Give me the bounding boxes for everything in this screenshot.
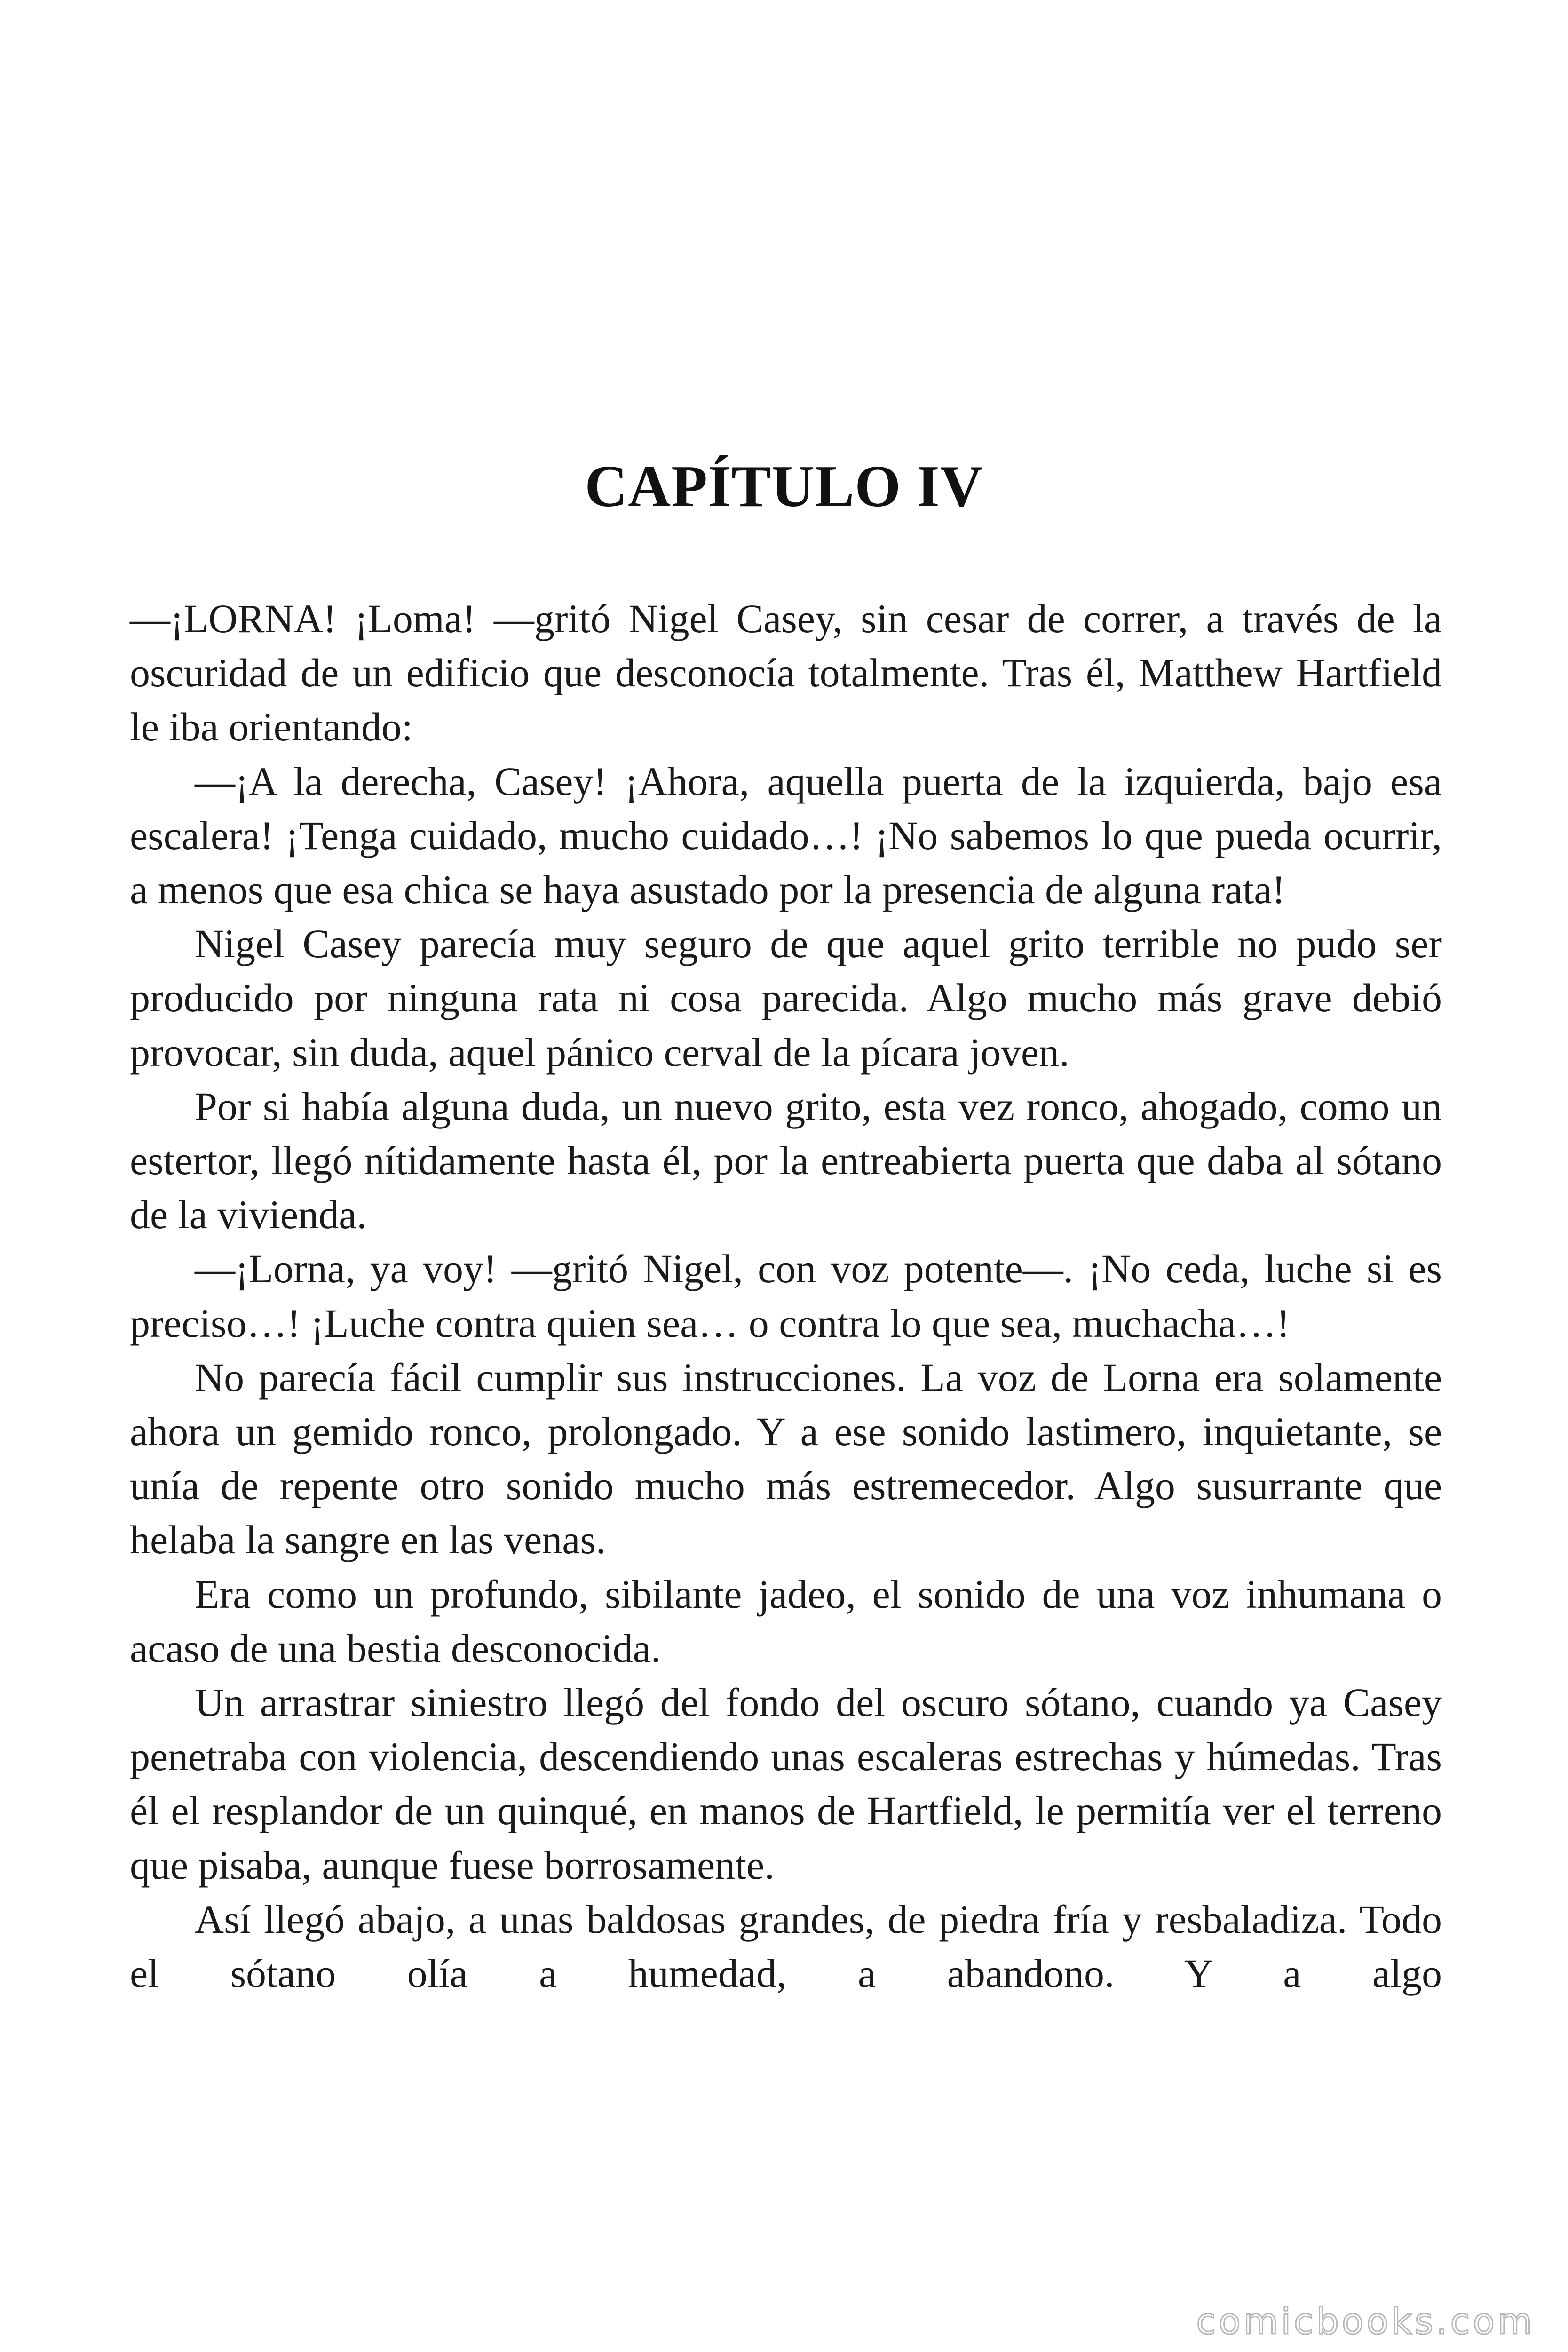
paragraph: No parecía fácil cumplir sus instrucciones. La voz de Lorna era solamente ahora un gemido ronco, prolongado. Y a ese sonido lastimero, inquietante, se unía de repente otro sonido mucho más estremecedor. Algo susurrante que helaba la sangre en las venas. <box>130 1354 1442 1563</box>
paragraph: Así llegó abajo, a unas baldosas grandes, de piedra fría y resbaladiza. Todo el sótano olía a humedad, a abandono. Y a algo <box>130 1896 1442 1996</box>
paragraph: Por si había alguna duda, un nuevo grito, esta vez ronco, ahogado, como un estertor, llegó nítidamente hasta él, por la entreabierta puerta que daba al sótano de la vivienda. <box>130 1083 1442 1238</box>
paragraph: —¡LORNA! ¡Loma! —gritó Nigel Casey, sin cesar de correr, a través de la oscuridad de un edificio que desconocía totalmente. Tras él, Matthew Hartfield le iba orientando: <box>130 596 1442 750</box>
chapter-title: CAPÍTULO IV <box>585 454 983 519</box>
watermark: comicbooks.com <box>1196 2300 1535 2342</box>
paragraph: —¡Lorna, ya voy! —gritó Nigel, con voz potente—. ¡No ceda, luche si es preciso…! ¡Luche contra quien sea… o contra lo que sea, muchacha…! <box>130 1246 1442 1346</box>
paragraph: Un arrastrar siniestro llegó del fondo del oscuro sótano, cuando ya Casey penetraba con violencia, descendiendo unas escaleras estrechas y húmedas. Tras él el resplandor de un quinqué, en manos de Hartfield, le permitía ver el terreno que pisaba, aunque fuese borrosamente. <box>130 1680 1442 1888</box>
paragraph: —¡A la derecha, Casey! ¡Ahora, aquella puerta de la izquierda, bajo esa escalera! ¡Tenga cuidado, mucho cuidado…! ¡No sabemos lo que pueda ocurrir, a menos que esa chica se haya asustado por la presencia de alguna rata! <box>130 758 1442 913</box>
paragraph: Nigel Casey parecía muy seguro de que aquel grito terrible no pudo ser producido por ninguna rata ni cosa parecida. Algo mucho más grave debió provocar, sin duda, aquel pánico cerval de la pícara joven. <box>130 921 1442 1075</box>
chapter-body <box>130 592 1442 2001</box>
paragraph: Era como un profundo, sibilante jadeo, el sonido de una voz inhumana o acaso de una bestia desconocida. <box>130 1571 1442 1671</box>
